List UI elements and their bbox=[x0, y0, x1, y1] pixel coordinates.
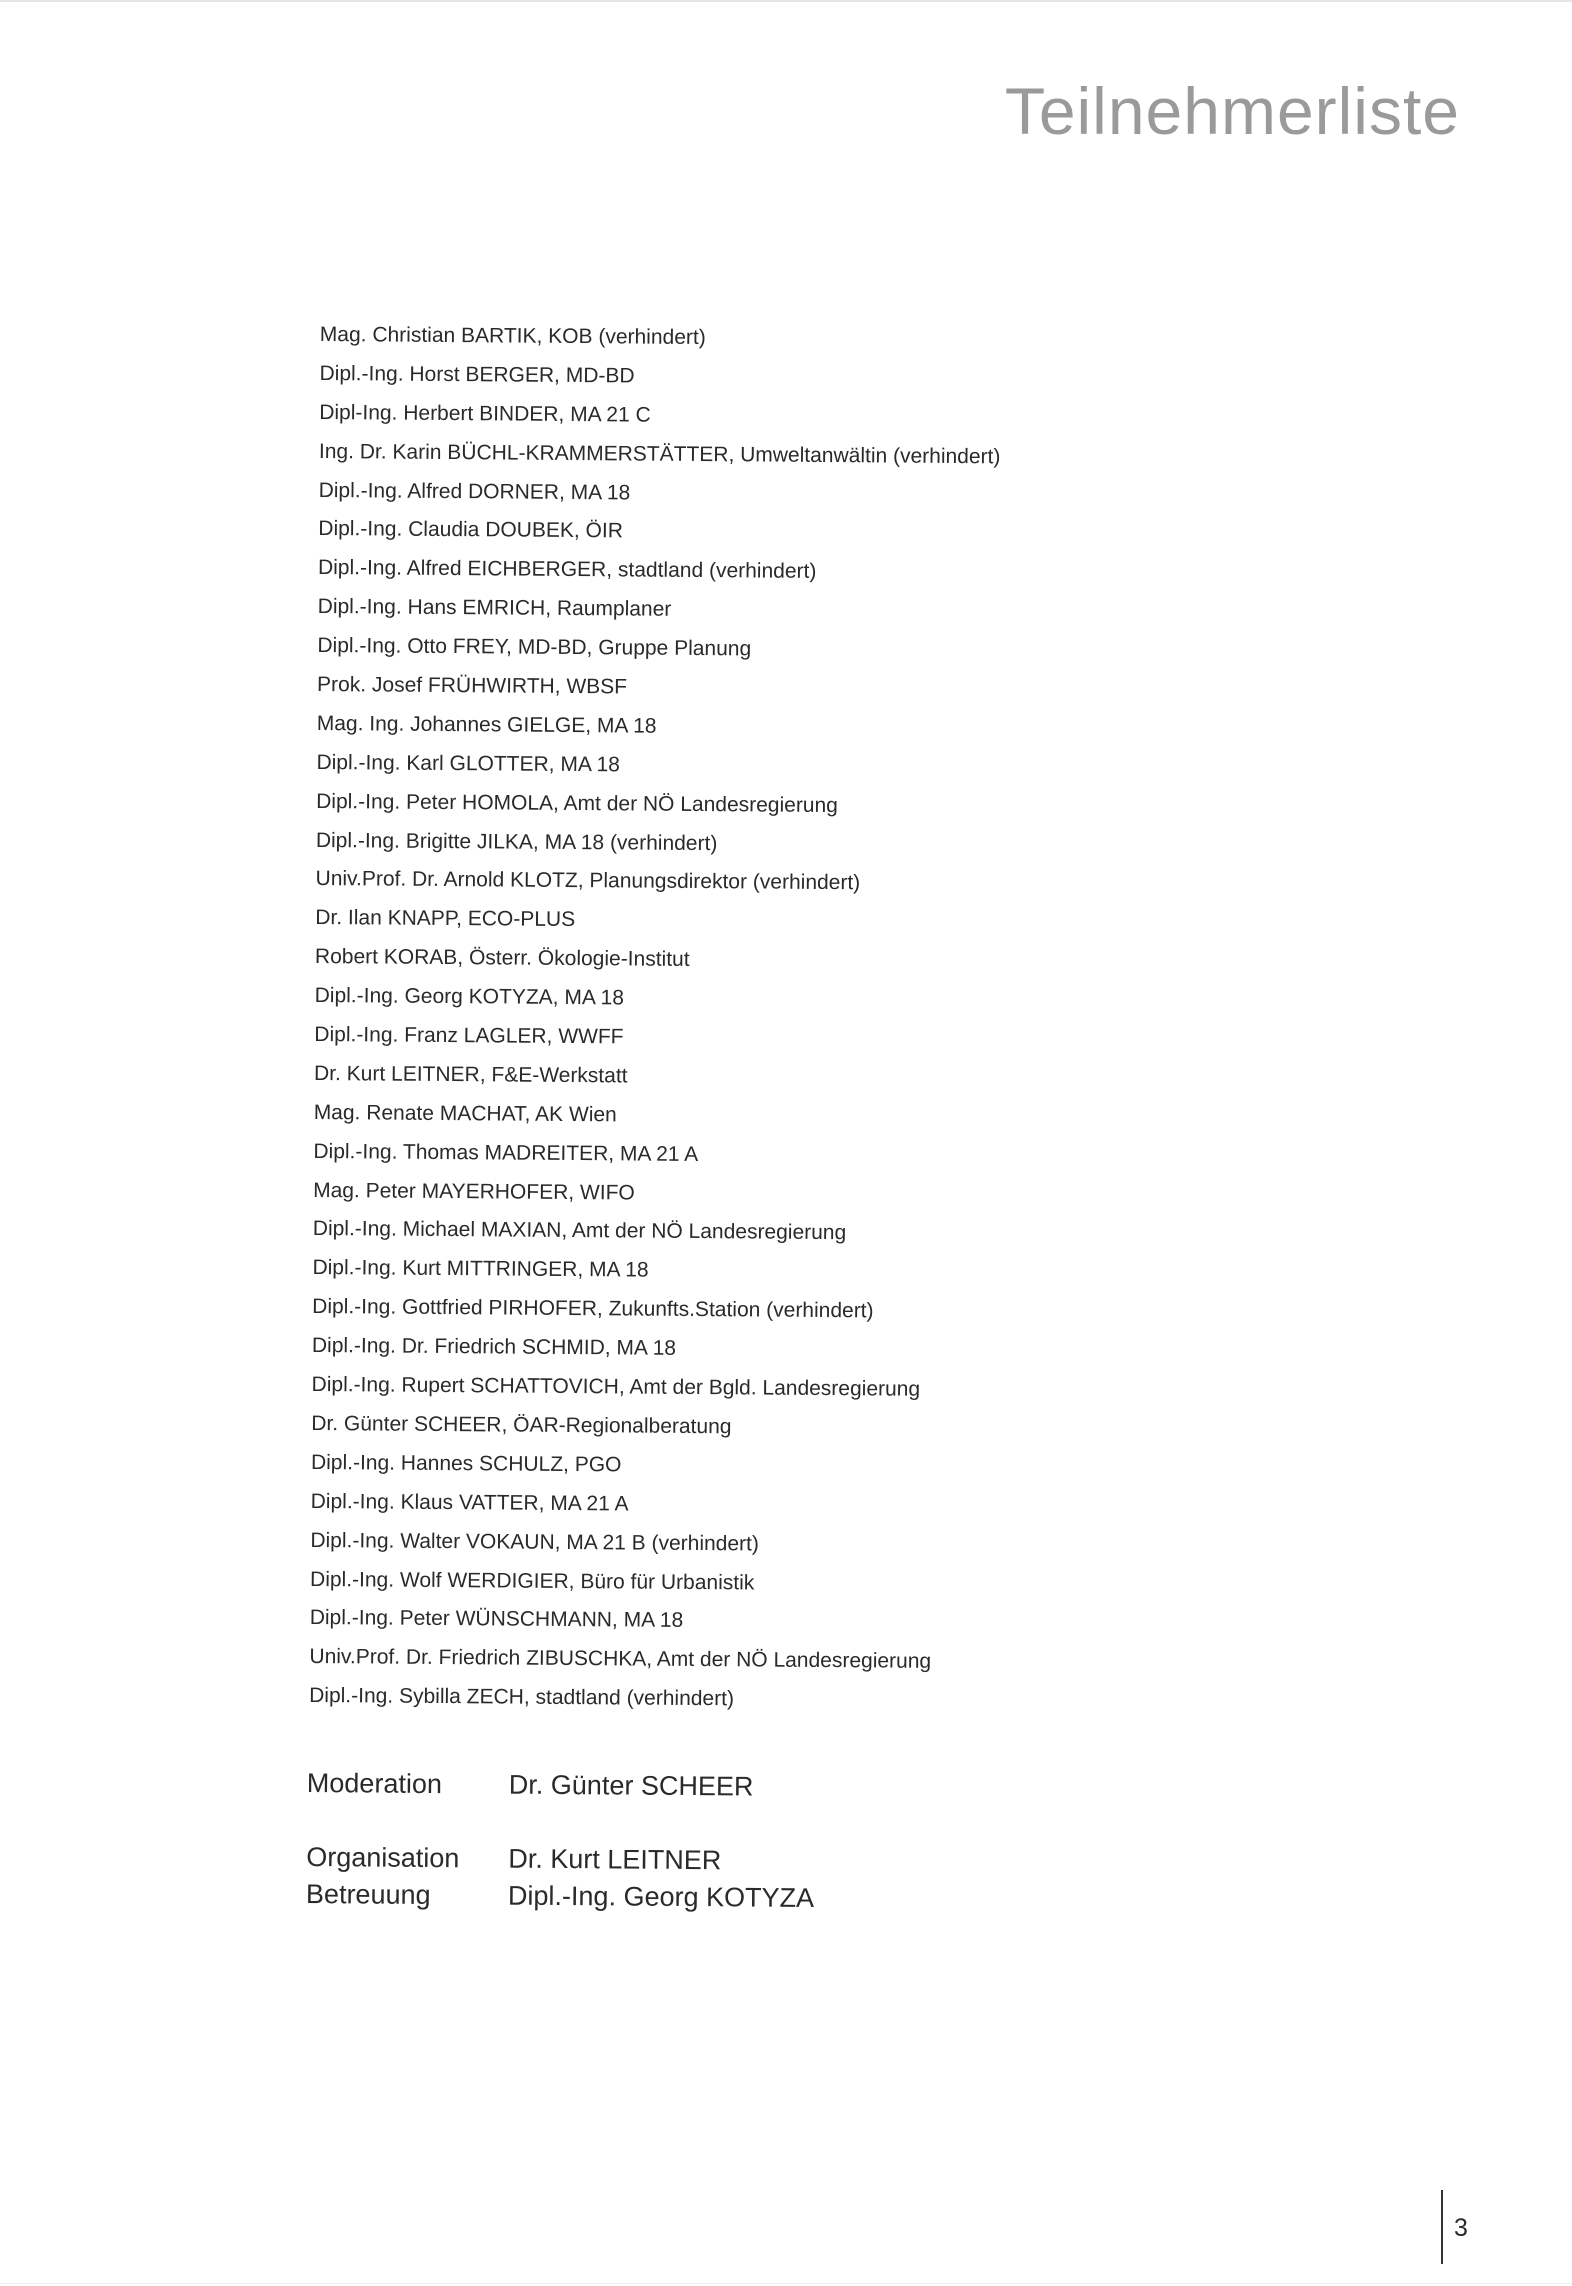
participant-entry: Dr. Günter SCHEER, ÖAR-Regionalberatung bbox=[311, 1411, 732, 1439]
page-bottom-edge bbox=[0, 2283, 1572, 2284]
participant-entry: Dipl.-Ing. Rupert SCHATTOVICH, Amt der Bgld. Landesregierung bbox=[311, 1373, 921, 1401]
betreuung-row bbox=[306, 1876, 814, 1917]
participant-entry: Dipl.-Ing. Peter HOMOLA, Amt der NÖ Landesregierung bbox=[316, 789, 838, 817]
participant-entry: Dipl-Ing. Herbert BINDER, MA 21 C bbox=[319, 400, 651, 427]
participant-entry: Dipl.-Ing. Hans EMRICH, Raumplaner bbox=[317, 595, 672, 622]
participant-entry: Dipl.-Ing. Peter WÜNSCHMANN, MA 18 bbox=[309, 1606, 684, 1633]
moderation-row bbox=[307, 1765, 815, 1806]
participant-entry: Univ.Prof. Dr. Friedrich ZIBUSCHKA, Amt der NÖ Landesregierung bbox=[309, 1645, 932, 1674]
moderation-value: Dr. Günter SCHEER bbox=[508, 1769, 754, 1802]
participant-entry: Dr. Kurt LEITNER, F&E-Werkstatt bbox=[313, 1061, 628, 1088]
participant-entry: Robert KORAB, Österr. Ökologie-Institut bbox=[314, 945, 690, 972]
participant-entry: Dipl.-Ing. Otto FREY, MD-BD, Gruppe Planung bbox=[317, 634, 752, 661]
participant-entry: Mag. Peter MAYERHOFER, WIFO bbox=[313, 1178, 635, 1205]
participant-entry: Dipl.-Ing. Karl GLOTTER, MA 18 bbox=[316, 750, 621, 777]
page-number: 3 bbox=[1454, 2214, 1468, 2242]
page-title: Teilnehmerliste bbox=[1004, 74, 1460, 148]
participant-list bbox=[309, 316, 1001, 1721]
participant-entry: Dipl.-Ing. Hannes SCHULZ, PGO bbox=[310, 1450, 622, 1477]
participant-entry: Ing. Dr. Karin BÜCHL-KRAMMERSTÄTTER, Umweltanwältin (verhindert) bbox=[318, 439, 1001, 469]
page-number-divider bbox=[1441, 2190, 1443, 2264]
participant-entry: Dipl.-Ing. Dr. Friedrich SCHMID, MA 18 bbox=[311, 1334, 677, 1360]
participant-entry: Mag. Ing. Johannes GIELGE, MA 18 bbox=[316, 711, 657, 738]
participant-entry: Dr. Ilan KNAPP, ECO-PLUS bbox=[315, 906, 576, 932]
participant-entry: Dipl.-Ing. Sybilla ZECH, stadtland (verhindert) bbox=[309, 1684, 735, 1711]
page-top-edge bbox=[0, 0, 1572, 2]
participant-entry: Dipl.-Ing. Georg KOTYZA, MA 18 bbox=[314, 984, 625, 1010]
participant-entry: Dipl.-Ing. Klaus VATTER, MA 21 A bbox=[310, 1489, 629, 1516]
participant-entry: Dipl.-Ing. Franz LAGLER, WWFF bbox=[314, 1023, 624, 1049]
organisation-value: Dr. Kurt LEITNER bbox=[508, 1843, 722, 1876]
roles-section bbox=[306, 1765, 815, 1917]
participant-entry: Mag. Christian BARTIK, KOB (verhindert) bbox=[319, 322, 706, 350]
participant-entry: Dipl.-Ing. Brigitte JILKA, MA 18 (verhindert) bbox=[315, 828, 718, 855]
participant-entry: Dipl.-Ing. Wolf WERDIGIER, Büro für Urbanistik bbox=[309, 1567, 755, 1594]
participant-entry: Mag. Renate MACHAT, AK Wien bbox=[313, 1100, 617, 1127]
participant-entry: Univ.Prof. Dr. Arnold KLOTZ, Planungsdirektor (verhindert) bbox=[315, 867, 861, 895]
participant-entry: Dipl.-Ing. Kurt MITTRINGER, MA 18 bbox=[312, 1256, 649, 1282]
participant-entry: Dipl.-Ing. Alfred EICHBERGER, stadtland (verhindert) bbox=[317, 556, 817, 584]
participant-entry: Prok. Josef FRÜHWIRTH, WBSF bbox=[317, 673, 628, 699]
role-spacer bbox=[306, 1802, 814, 1843]
participant-entry: Dipl.-Ing. Horst BERGER, MD-BD bbox=[319, 361, 635, 388]
betreuung-value: Dipl.-Ing. Georg KOTYZA bbox=[507, 1880, 815, 1913]
participant-entry: Dipl.-Ing. Thomas MADREITER, MA 21 A bbox=[313, 1139, 699, 1166]
participant-entry: Dipl.-Ing. Gottfried PIRHOFER, Zukunfts.Station (verhindert) bbox=[312, 1295, 874, 1323]
organisation-label: Organisation bbox=[306, 1841, 460, 1874]
participant-entry: Dipl.-Ing. Claudia DOUBEK, ÖIR bbox=[318, 517, 624, 543]
participant-entry: Dipl.-Ing. Walter VOKAUN, MA 21 B (verhindert) bbox=[310, 1528, 759, 1556]
organisation-row bbox=[306, 1839, 814, 1880]
betreuung-label: Betreuung bbox=[305, 1878, 431, 1910]
participant-entry: Dipl.-Ing. Michael MAXIAN, Amt der NÖ Landesregierung bbox=[312, 1217, 847, 1245]
participant-entry: Dipl.-Ing. Alfred DORNER, MA 18 bbox=[318, 478, 631, 505]
moderation-label: Moderation bbox=[306, 1767, 443, 1800]
